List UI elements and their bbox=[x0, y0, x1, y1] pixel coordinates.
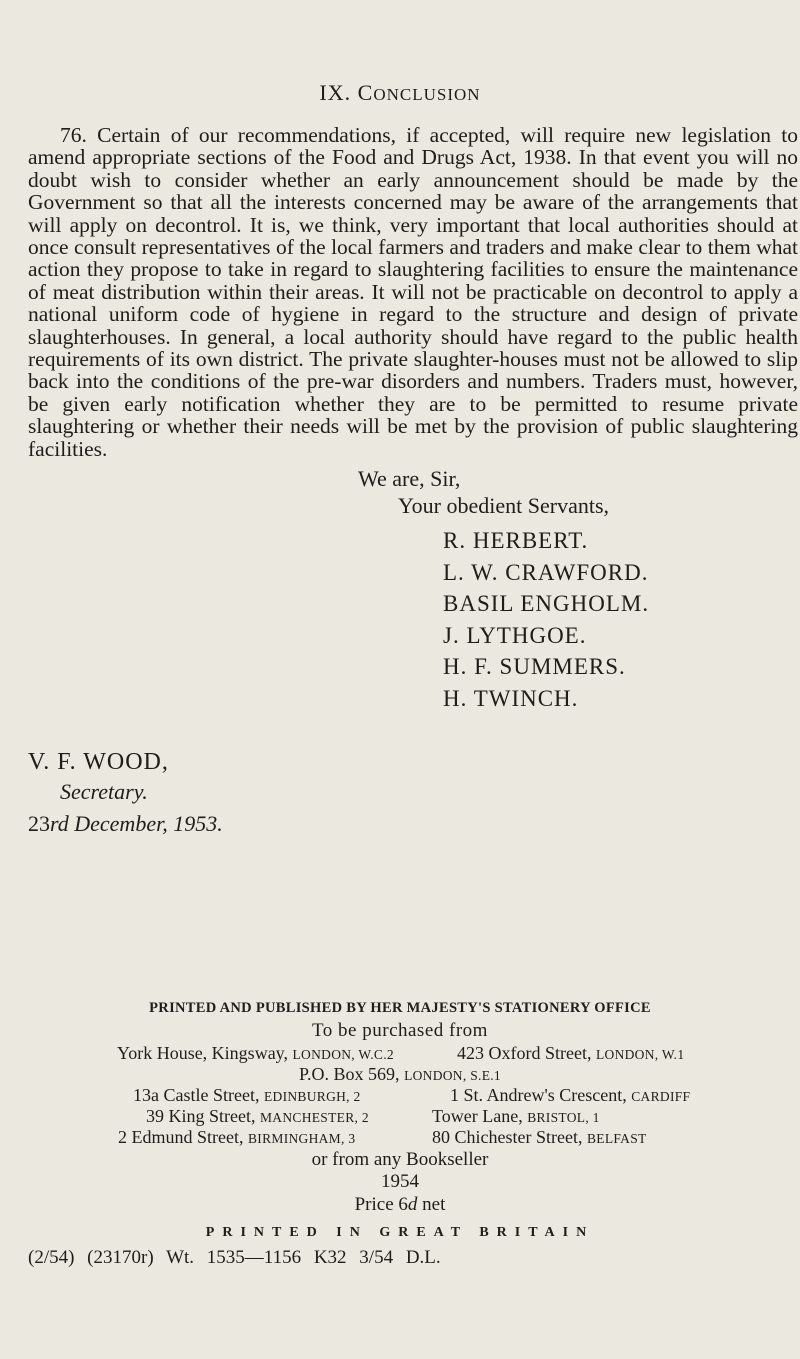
address-street: 80 Chichester Street, bbox=[432, 1127, 587, 1147]
signatory: L. W. CRAWFORD. bbox=[443, 559, 649, 585]
address-city: BIRMINGHAM, 3 bbox=[247, 1131, 356, 1146]
section-numeral: IX. bbox=[319, 80, 352, 105]
closing-servants: Your obedient Servants, bbox=[398, 493, 610, 518]
date-day: 23 bbox=[28, 811, 50, 836]
address-street: 2 Edmund Street, bbox=[118, 1127, 248, 1147]
signatory: R. HERBERT. bbox=[443, 528, 589, 553]
secretary-name: V. F. WOOD, bbox=[28, 749, 169, 775]
conclusion-paragraph: 76. Certain of our recommendations, if accepted, will require new legislation to amend appropriate sections of the Food and Drugs Act, 1938. In that event you will no doubt wish to consider whether an early announcement should be made by the Government so that all the interests concerned may be aware of the arrangements that will apply on decontrol. It is, we think, very important that local authorities should at once consult representatives of the local farmers and traders and make clear to them what action they propose to take in regard to slaughtering facilities to ensure the maintenance of meat distribution within their areas. It will not be practicable on decontrol to apply a national uniform code of hygiene in regard to the structure and design of private slaughterhouses. In general, a local authority should have regard to the public health requirements of its own district. The private slaughter-houses must not be allowed to slip back into the conditions of the pre-war disorders and numbers. Traders must, however, be given early notification whether they are to be permitted to resume private slaughtering or whether their needs will be met by the provision of public slaughtering facilities. bbox=[28, 123, 798, 461]
print-codes: (2/54) (23170r) Wt. 1535—1156 K32 3/54 D.L. bbox=[28, 1247, 441, 1268]
date-rest: December, 1953. bbox=[68, 811, 223, 836]
secretary-title: Secretary. bbox=[60, 779, 148, 804]
address-london-kingsway bbox=[117, 1043, 394, 1064]
address-city: BELFAST bbox=[586, 1131, 647, 1146]
bookseller-line: or from any Bookseller bbox=[311, 1149, 489, 1170]
address-street: P.O. Box 569, bbox=[299, 1064, 405, 1084]
address-city: LONDON, W.C.2 bbox=[292, 1047, 394, 1062]
signatory: H. F. SUMMERS. bbox=[443, 654, 626, 679]
address-city: BRISTOL, 1 bbox=[527, 1110, 600, 1125]
publication-year: 1954 bbox=[381, 1171, 419, 1192]
section-title-initial: C bbox=[357, 80, 374, 105]
document-date bbox=[28, 811, 223, 837]
address-street: 1 St. Andrew's Crescent, bbox=[450, 1085, 632, 1105]
printed-in-line: PRINTED IN GREAT BRITAIN bbox=[205, 1225, 595, 1240]
address-london-pobox bbox=[0, 1064, 800, 1085]
address-city: EDINBURGH, 2 bbox=[263, 1089, 361, 1104]
address-street: York House, Kingsway, bbox=[117, 1043, 293, 1063]
address-city: LONDON, W.1 bbox=[595, 1047, 685, 1062]
closing-salutation: We are, Sir, bbox=[358, 466, 461, 491]
address-street: 13a Castle Street, bbox=[133, 1085, 264, 1105]
address-street: 423 Oxford Street, bbox=[457, 1043, 596, 1063]
price-line bbox=[0, 1194, 800, 1216]
address-manchester bbox=[146, 1106, 369, 1127]
address-bristol bbox=[432, 1106, 600, 1127]
signatory: BASIL ENGHOLM. bbox=[443, 591, 650, 616]
section-title-rest: ONCLUSION bbox=[373, 85, 481, 104]
address-city: CARDIFF bbox=[631, 1089, 691, 1104]
section-heading bbox=[0, 80, 800, 106]
date-suffix: rd bbox=[50, 811, 69, 836]
price-prefix: Price 6 bbox=[354, 1194, 408, 1215]
address-city: MANCHESTER, 2 bbox=[260, 1110, 369, 1125]
address-street: 39 King Street, bbox=[146, 1106, 260, 1126]
address-edinburgh bbox=[133, 1085, 361, 1106]
signatory-list bbox=[443, 525, 649, 714]
address-birmingham bbox=[118, 1127, 355, 1148]
signatory: H. TWINCH. bbox=[443, 685, 579, 711]
purchase-line: To be purchased from bbox=[312, 1020, 488, 1041]
price-unit: d bbox=[407, 1194, 418, 1215]
publisher-line: PRINTED AND PUBLISHED BY HER MAJESTY'S STATIONERY OFFICE bbox=[149, 1000, 651, 1016]
price-suffix: net bbox=[417, 1194, 446, 1215]
signatory: J. LYTHGOE. bbox=[443, 622, 587, 648]
address-belfast bbox=[432, 1127, 647, 1148]
address-street: Tower Lane, bbox=[432, 1106, 528, 1126]
address-london-oxford bbox=[457, 1043, 684, 1064]
address-cardiff bbox=[450, 1085, 690, 1106]
address-city: LONDON, S.E.1 bbox=[404, 1068, 501, 1083]
